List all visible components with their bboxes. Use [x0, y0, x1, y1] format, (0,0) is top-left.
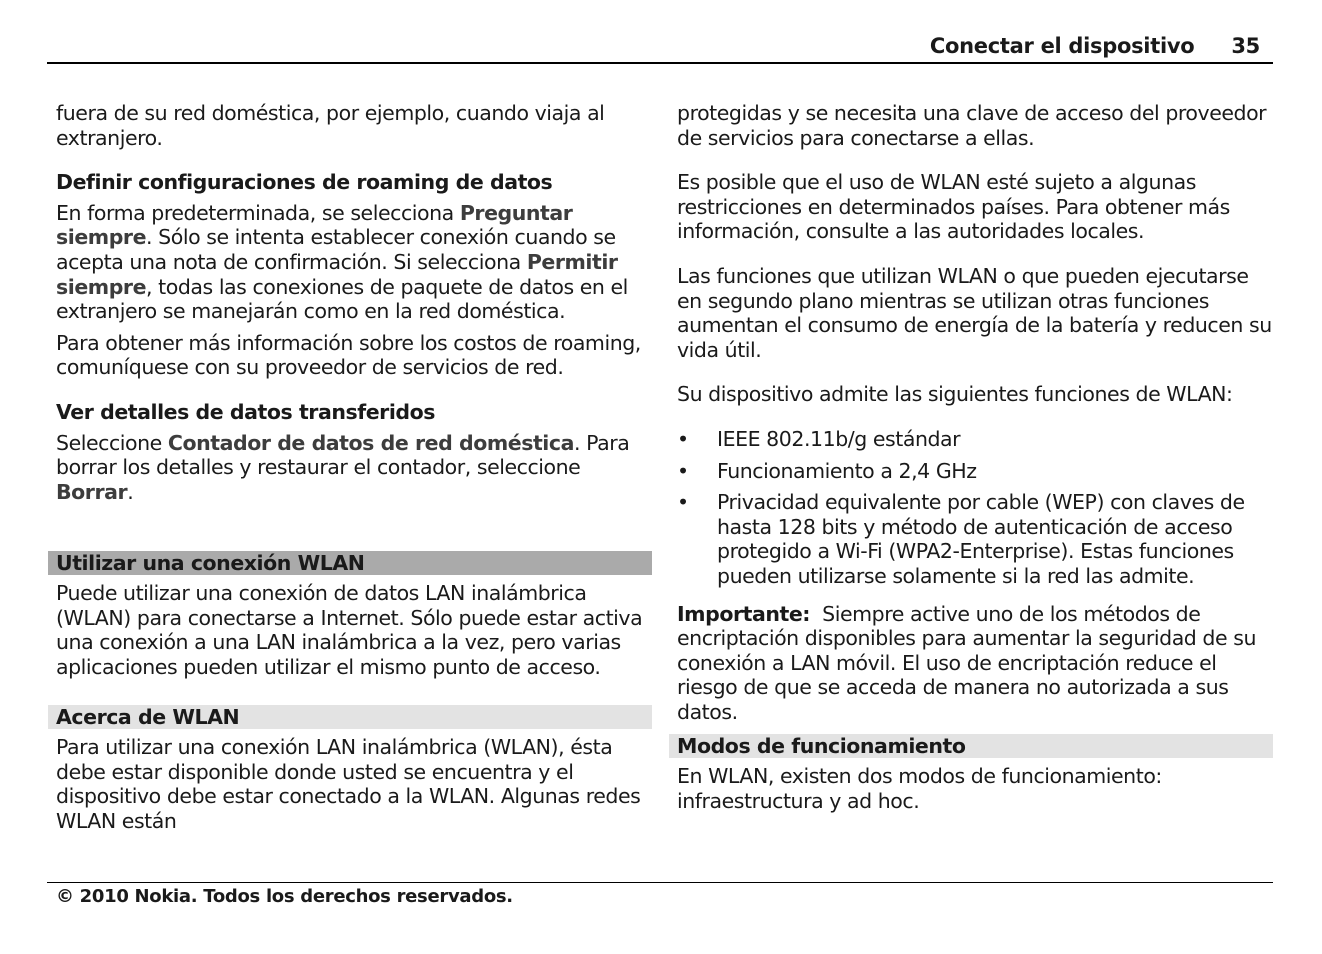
right-column — [677, 101, 1273, 724]
important-text: Siempre active uno de los métodos de encriptación disponibles para aumentar la seguridad de su conexión a LAN móvil. El uso de encriptación reduce el riesgo de que se acceda de manera no autorizada a sus datos. — [677, 601, 1263, 724]
bullet-icon: • — [677, 458, 689, 483]
text-run: , todas las conexiones de paquete de datos en el extranjero se manejarán como en la red doméstica. — [56, 274, 628, 324]
text-run: . Para borrar los detalles y restaurar el contador, seleccione — [56, 430, 630, 480]
transfer-paragraph — [56, 431, 652, 505]
list-item — [677, 427, 1273, 452]
list-item-text: Privacidad equivalente por cable (WEP) con claves de hasta 128 bits y método de autenticación de acceso protegido a Wi-Fi (WPA2-Enterprise). Estas funciones pueden utilizarse solamente si la red las admite. — [717, 490, 1245, 588]
about-wlan-heading: Acerca de WLAN — [48, 705, 652, 729]
roaming-paragraph-2: Para obtener más información sobre los costos de roaming, comuníquese con su proveedor de servicios de red. — [56, 330, 641, 380]
modes-paragraph: En WLAN, existen dos modos de funcionamiento: infraestructura y ad hoc. — [677, 764, 1162, 813]
footer-divider — [47, 882, 1273, 883]
bullet-icon: • — [677, 426, 689, 451]
wlan-paragraph: Puede utilizar una conexión de datos LAN inalámbrica (WLAN) para conectarse a Internet. Sólo puede estar activa una conexión a una LAN inalámbrica a la vez, pero varias aplicaciones pueden utilizar el mismo punto de acceso. — [56, 581, 643, 679]
option-contador-datos: Contador de datos de red doméstica — [167, 430, 574, 455]
modes-body — [677, 764, 1273, 813]
option-borrar: Borrar — [56, 479, 128, 504]
list-item — [677, 490, 1273, 588]
modes-heading: Modos de funcionamiento — [669, 734, 1273, 758]
bullet-icon: • — [677, 490, 689, 515]
transfer-heading: Ver detalles de datos transferidos — [56, 399, 436, 424]
left-column — [56, 101, 652, 504]
wlan-section-body — [56, 581, 652, 679]
wlan-features-list — [677, 427, 1273, 589]
copyright-notice: © 2010 Nokia. Todos los derechos reservados. — [56, 886, 513, 907]
list-item-text: IEEE 802.11b/g estándar — [717, 426, 961, 451]
text-run: . — [127, 479, 134, 504]
right-paragraph-2: Es posible que el uso de WLAN esté sujeto a algunas restricciones en determinados países. Para obtener más información, consulte a las autoridades locales. — [677, 170, 1230, 244]
page-number: 35 — [1231, 34, 1260, 58]
intro-paragraph: fuera de su red doméstica, por ejemplo, cuando viaja al extranjero. — [56, 101, 605, 150]
header-divider — [47, 62, 1273, 64]
list-item — [677, 459, 1273, 484]
important-label: Importante: — [677, 601, 811, 626]
roaming-paragraph-1 — [56, 201, 652, 324]
page-header — [930, 34, 1260, 58]
option-permitir-siempre: Permitir siempre — [56, 249, 618, 299]
important-note — [677, 602, 1273, 725]
about-wlan-body — [56, 735, 652, 833]
section-title: Conectar el dispositivo — [929, 34, 1195, 58]
about-wlan-paragraph: Para utilizar una conexión LAN inalámbrica (WLAN), ésta debe estar disponible donde usted se encuentra y el dispositivo debe estar conectado a la WLAN. Algunas redes WLAN están — [56, 735, 641, 833]
text-run: Seleccione — [56, 430, 168, 455]
right-paragraph-4: Su dispositivo admite las siguientes funciones de WLAN: — [677, 382, 1233, 407]
right-paragraph-1: protegidas y se necesita una clave de acceso del proveedor de servicios para conectarse a ellas. — [677, 101, 1267, 150]
option-preguntar-siempre: Preguntar siempre — [56, 200, 573, 250]
right-paragraph-3: Las funciones que utilizan WLAN o que pueden ejecutarse en segundo plano mientras se utilizan otras funciones aumentan el consumo de energía de la batería y reducen su vida útil. — [677, 263, 1272, 362]
roaming-heading: Definir configuraciones de roaming de datos — [56, 170, 553, 195]
text-run: . Sólo se intenta establecer conexión cuando se acepta una nota de confirmación. Si selecciona — [56, 225, 616, 274]
wlan-section-heading: Utilizar una conexión WLAN — [48, 551, 652, 575]
text-run: En forma predeterminada, se selecciona — [56, 200, 460, 225]
list-item-text: Funcionamiento a 2,4 GHz — [717, 458, 977, 483]
